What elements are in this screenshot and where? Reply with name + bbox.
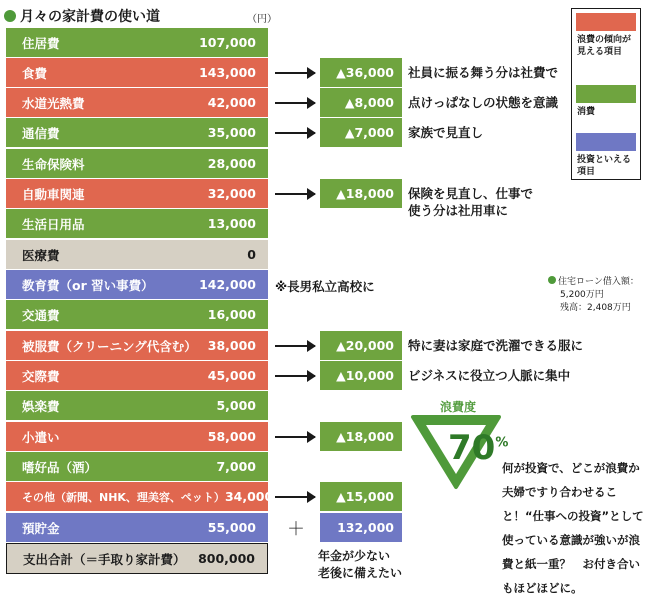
row-label: 交通費 [22,307,60,323]
arrow-icon [275,193,315,195]
loan-balance: 残高：2,408万円 [560,303,631,313]
note-clothing: 特に妻は家庭で洗濯できる服に [408,338,584,353]
bullet-icon [4,10,16,22]
row-amount: 5,000 [216,398,256,413]
row-deposits [6,513,268,542]
row-alcohol [6,452,268,481]
waste-value: 70 [448,428,496,468]
row-amount: 16,000 [207,307,256,322]
deposit-addition: 132,000 [320,513,402,542]
row-food [6,58,268,87]
row-amount: 7,000 [216,459,256,474]
pension-line-2: 老後に備えたい [318,566,403,580]
row-amount: 38,000 [207,338,256,353]
saving-other: ▲15,000 [320,482,402,511]
row-label: 娯楽費 [22,398,60,414]
row-label: 水道光熱費 [22,95,85,111]
legend-label-consumption: 消費 [577,107,596,117]
waste-label: 浪費度 [440,400,477,414]
waste-value-text [448,428,508,468]
row-label: 生命保険料 [22,156,85,172]
row-amount: 142,000 [199,277,256,292]
chart-title [4,6,160,26]
row-transport [6,300,268,329]
note-utilities: 点けっぱなしの状態を意識 [408,95,559,110]
row-amount: 34,000 [224,489,274,504]
saving-clothing: ▲20,000 [320,331,402,360]
note-socializing: ビジネスに役立つ人脈に集中 [408,368,571,383]
commentary: 何が投資で、どこが浪費か夫婦ですり合わせること！“仕事への投資”として使っている意識が強いが浪費と紙一重？ お付き合いもほどほどに。 [502,461,644,595]
legend-swatch-consumption [576,85,636,103]
row-amount: 143,000 [199,65,256,80]
row-education [6,270,268,299]
row-label: 生活日用品 [22,216,85,232]
legend-label-waste: 浪費の傾向が見える項目 [577,35,632,57]
row-label: 住居費 [22,35,60,51]
row-daily-goods [6,209,268,238]
note-education: ※長男私立高校に [275,279,375,294]
saving-food: ▲36,000 [320,58,402,87]
row-amount: 13,000 [207,216,256,231]
arrow-icon [275,102,315,104]
row-label: 医療費 [22,247,60,263]
row-amount: 55,000 [207,520,256,535]
row-label: その他（新聞、NHK、理美容、ペット） [22,490,225,504]
row-total [6,543,268,574]
saving-communication: ▲7,000 [320,118,402,147]
row-label: 預貯金 [22,520,60,536]
row-amount: 0 [247,247,256,262]
row-label: 教育費（or 習い事費） [22,277,154,293]
arrow-icon [275,72,315,74]
row-socializing [6,361,268,390]
legend-swatch-waste [576,13,636,31]
note-communication: 家族で見直し [408,125,484,140]
arrow-icon [275,375,315,377]
note-food: 社員に振る舞う分は社費で [408,65,559,80]
row-amount: 58,000 [207,429,256,444]
bullet-icon [548,276,556,284]
row-label: 通信費 [22,125,60,141]
row-label: 食費 [22,65,48,81]
row-amount: 32,000 [207,186,256,201]
row-label: 支出合計（＝手取り家計費） [23,551,186,567]
waste-unit: % [495,435,509,451]
title-text: 月々の家計費の使い道 [20,9,160,25]
note-car-1: 保険を見直し、仕事で [408,186,534,201]
loan-label: 住宅ローン借入額： [558,277,639,287]
row-clothing [6,331,268,360]
note-car-2: 使う分は社用車に [408,203,509,218]
saving-allowance: ▲18,000 [320,422,402,451]
loan-amount: 5,200万円 [560,290,604,300]
row-label: 自動車関連 [22,186,85,202]
saving-socializing: ▲10,000 [320,361,402,390]
plus-icon: ＋ [287,519,305,540]
row-life-insurance [6,149,268,178]
row-car [6,179,268,208]
row-allowance [6,422,268,451]
row-label: 嗜好品（酒） [22,459,98,475]
row-label: 交際費 [22,368,60,384]
row-other [6,482,274,511]
arrow-icon [275,132,315,134]
row-amount: 42,000 [207,95,256,110]
arrow-icon [275,436,315,438]
row-amount: 35,000 [207,125,256,140]
legend-swatch-investment [576,133,636,151]
arrow-icon [275,496,315,498]
pension-note [318,548,402,582]
row-label: 小遣い [22,429,60,445]
saving-utilities: ▲8,000 [320,88,402,117]
loan-info [548,276,639,315]
row-amount: 800,000 [198,551,255,566]
legend-label-investment: 投資といえる項目 [577,155,632,177]
row-communication [6,118,268,147]
row-amount: 45,000 [207,368,256,383]
legend [571,8,641,180]
row-amount: 107,000 [199,35,256,50]
row-amount: 28,000 [207,156,256,171]
row-utilities [6,88,268,117]
saving-car: ▲18,000 [320,179,402,208]
row-housing [6,28,268,57]
row-entertainment [6,391,268,420]
arrow-icon [275,345,315,347]
pension-line-1: 年金が少ない [318,549,391,563]
unit-label: （円） [247,14,277,25]
row-medical [6,240,268,269]
row-label: 被服費（クリーニング代含む） [22,338,197,354]
